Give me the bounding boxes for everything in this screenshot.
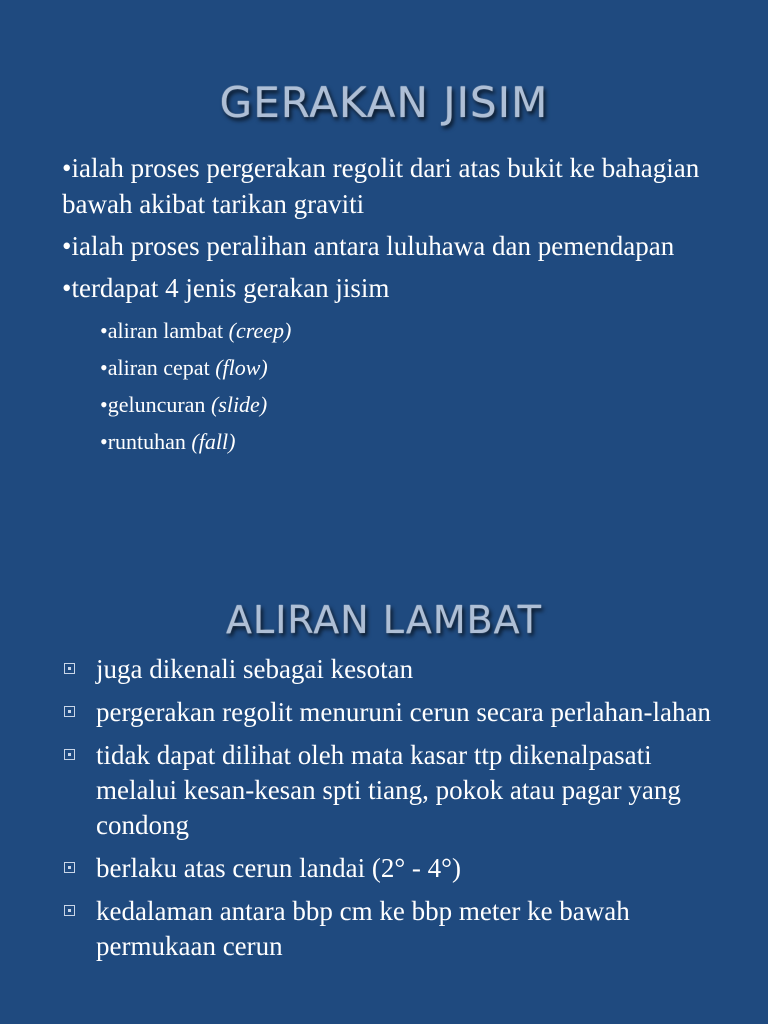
sub-bullet-term: (creep) [228, 318, 292, 343]
square-bullet-icon [64, 706, 75, 717]
square-bullet-icon [64, 862, 75, 873]
sub-bullet-term: (slide) [210, 392, 268, 417]
sub-bullet-list [62, 312, 712, 460]
sub-bullet-text: •aliran lambat [100, 318, 229, 343]
sub-bullet-term: (fall) [191, 429, 236, 454]
bullet-text: kedalaman antara bbp cm ke bbp meter ke bawah permukaan cerun [96, 896, 630, 961]
square-bullet-icon [64, 905, 75, 916]
bullet-text: juga dikenali sebagai kesotan [96, 654, 414, 684]
sub-bullet-item [100, 386, 712, 423]
bullet-item [62, 738, 722, 843]
bullet-item [62, 652, 722, 687]
bullet-text: pergerakan regolit menuruni cerun secara perlahan-lahan [96, 697, 711, 727]
slide-title: GERAKAN JISIM [219, 78, 549, 127]
sub-bullet-item [100, 349, 712, 386]
bullet-text: tidak dapat dilihat oleh mata kasar ttp dikenalpasati melalui kesan-kesan spti tiang, pokok atau pagar yang condong [96, 740, 681, 840]
bullet-item: •ialah proses peralihan antara luluhawa dan pemendapan [62, 231, 675, 261]
square-bullet-icon [64, 749, 75, 760]
sub-bullet-item [100, 312, 712, 349]
bullet-item: •ialah proses pergerakan regolit dari atas bukit ke bahagian bawah akibat tarikan graviti [62, 153, 700, 219]
bullet-item [62, 695, 722, 730]
sub-bullet-item [100, 423, 712, 460]
bullet-list [62, 150, 712, 460]
bullet-item [62, 851, 722, 886]
bullet-item [62, 894, 722, 964]
sub-bullet-text: •aliran cepat [100, 355, 216, 380]
slide-title: ALIRAN LAMBAT [226, 598, 542, 642]
square-bullet-icon [64, 663, 75, 674]
sub-bullet-text: •runtuhan [100, 429, 192, 454]
sub-bullet-term: (flow) [215, 355, 268, 380]
sub-bullet-text: •geluncuran [100, 392, 211, 417]
bullet-text: berlaku atas cerun landai (2° - 4°) [96, 853, 461, 883]
bullet-item: •terdapat 4 jenis gerakan jisim [62, 273, 390, 303]
bullet-list [62, 652, 722, 972]
slide-aliran-lambat [0, 580, 768, 1024]
